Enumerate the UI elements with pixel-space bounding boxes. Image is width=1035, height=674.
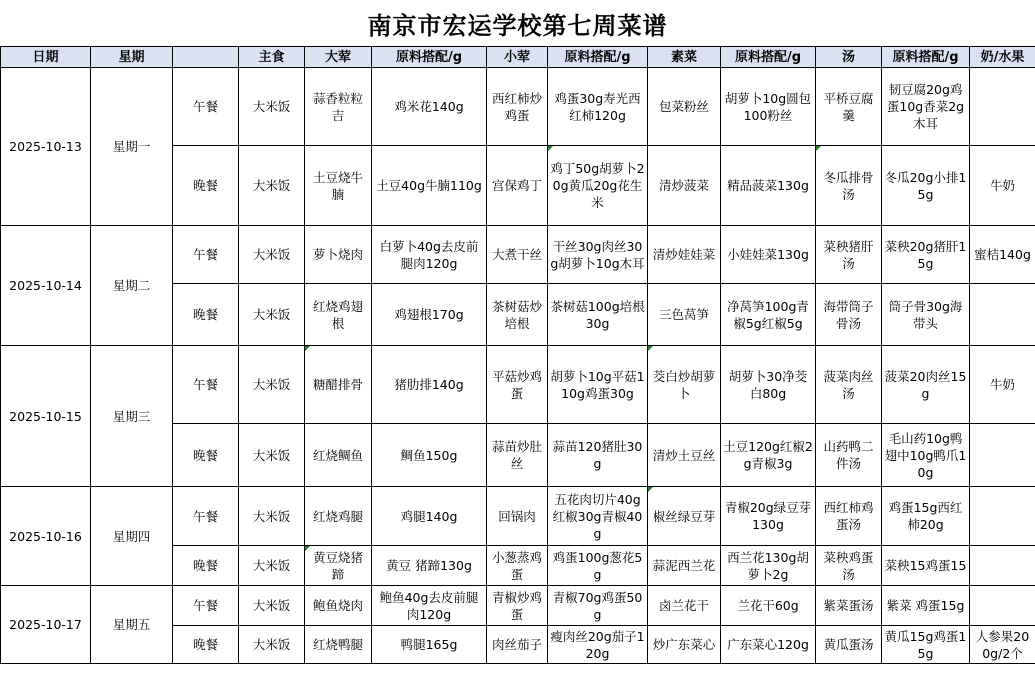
meal-cell: 晚餐 [173,146,239,226]
small-meat-ingredients-cell: 青椒70g鸡蛋50g [548,586,648,626]
staple-cell: 大米饭 [239,546,305,586]
soup-ingredients-cell: 筒子骨30g海带头 [882,284,970,346]
date-cell: 2025-10-13 [1,68,91,226]
staple-cell: 大米饭 [239,146,305,226]
vegetable-cell: 茭白炒胡萝卜 [648,346,721,424]
title-row [0,0,1035,46]
staple-cell: 大米饭 [239,586,305,626]
vegetable-cell: 椒丝绿豆芽 [648,487,721,546]
milk-fruit-cell [970,424,1035,487]
meal-cell: 晚餐 [173,424,239,487]
header-milk-fruit: 奶/水果 [970,47,1035,68]
meal-cell: 晚餐 [173,546,239,586]
header-row [1,47,1035,68]
meal-cell: 午餐 [173,68,239,146]
soup-ingredients-cell: 紫菜 鸡蛋15g [882,586,970,626]
big-meat-cell: 红烧鲷鱼 [305,424,372,487]
big-meat-ingredients-cell: 黄豆 猪蹄130g [372,546,487,586]
vegetable-cell: 包菜粉丝 [648,68,721,146]
small-meat-ingredients-cell: 胡萝卜10g平菇110g鸡蛋30g [548,346,648,424]
milk-fruit-cell [970,487,1035,546]
soup-cell: 平桥豆腐羹 [816,68,882,146]
big-meat-cell: 土豆烧牛腩 [305,146,372,226]
table-row [1,68,1035,146]
milk-fruit-cell [970,68,1035,146]
table-row [1,226,1035,284]
soup-cell: 西红柿鸡蛋汤 [816,487,882,546]
small-meat-cell: 平菇炒鸡蛋 [487,346,548,424]
soup-ingredients-cell: 毛山药10g鸭翅中10g鸭爪10g [882,424,970,487]
meal-cell: 午餐 [173,487,239,546]
small-meat-ingredients-cell: 干丝30g肉丝30g胡萝卜10g木耳 [548,226,648,284]
soup-ingredients-cell: 韧豆腐20g鸡蛋10g香菜2g木耳 [882,68,970,146]
milk-fruit-cell [970,586,1035,626]
header-soup-ingredients: 原料搭配/g [882,47,970,68]
milk-fruit-cell: 蜜桔140g [970,226,1035,284]
table-row [1,487,1035,546]
small-meat-ingredients-cell: 茶树菇100g培根30g [548,284,648,346]
staple-cell: 大米饭 [239,424,305,487]
soup-ingredients-cell: 菠菜20肉丝15g [882,346,970,424]
big-meat-ingredients-cell: 鲷鱼150g [372,424,487,487]
weekday-cell: 星期五 [91,586,173,664]
staple-cell: 大米饭 [239,626,305,664]
soup-ingredients-cell: 冬瓜20g小排15g [882,146,970,226]
weekday-cell: 星期一 [91,68,173,226]
header-vegetable-ingredients: 原料搭配/g [721,47,816,68]
vegetable-ingredients-cell: 土豆120g红椒2g青椒3g [721,424,816,487]
milk-fruit-cell [970,284,1035,346]
small-meat-cell: 西红柿炒鸡蛋 [487,68,548,146]
table-row [1,586,1035,626]
staple-cell: 大米饭 [239,284,305,346]
header-date: 日期 [1,47,91,68]
vegetable-cell: 炒广东菜心 [648,626,721,664]
vegetable-ingredients-cell: 兰花干60g [721,586,816,626]
soup-cell: 菜秧鸡蛋汤 [816,546,882,586]
vegetable-ingredients-cell: 青椒20g绿豆芽130g [721,487,816,546]
header-small-meat: 小荤 [487,47,548,68]
header-big-meat: 大荤 [305,47,372,68]
soup-ingredients-cell: 鸡蛋15g西红柿20g [882,487,970,546]
staple-cell: 大米饭 [239,68,305,146]
soup-ingredients-cell: 菜秧15鸡蛋15 [882,546,970,586]
vegetable-cell: 蒜泥西兰花 [648,546,721,586]
menu-table [0,46,1035,664]
soup-ingredients-cell: 菜秧20g猪肝15g [882,226,970,284]
vegetable-cell: 卤兰花干 [648,586,721,626]
soup-cell: 冬瓜排骨汤 [816,146,882,226]
meal-cell: 午餐 [173,586,239,626]
vegetable-ingredients-cell: 净莴笋100g青椒5g红椒5g [721,284,816,346]
small-meat-cell: 大煮干丝 [487,226,548,284]
big-meat-cell: 黄豆烧猪蹄 [305,546,372,586]
milk-fruit-cell [970,546,1035,586]
big-meat-ingredients-cell: 白萝卜40g去皮前腿肉120g [372,226,487,284]
small-meat-cell: 宫保鸡丁 [487,146,548,226]
small-meat-cell: 蒜苗炒肚丝 [487,424,548,487]
staple-cell: 大米饭 [239,346,305,424]
milk-fruit-cell: 牛奶 [970,346,1035,424]
vegetable-ingredients-cell: 胡萝卜10g圆包100粉丝 [721,68,816,146]
meal-cell: 晚餐 [173,284,239,346]
big-meat-cell: 糖醋排骨 [305,346,372,424]
soup-cell: 山药鸭二件汤 [816,424,882,487]
big-meat-ingredients-cell: 鸡翅根170g [372,284,487,346]
meal-cell: 午餐 [173,346,239,424]
header-weekday: 星期 [91,47,173,68]
big-meat-cell: 红烧鸭腿 [305,626,372,664]
small-meat-cell: 回锅肉 [487,487,548,546]
big-meat-ingredients-cell: 鲍鱼40g去皮前腿肉120g [372,586,487,626]
vegetable-cell: 三色莴笋 [648,284,721,346]
soup-cell: 紫菜蛋汤 [816,586,882,626]
vegetable-ingredients-cell: 小娃娃菜130g [721,226,816,284]
vegetable-cell: 清炒娃娃菜 [648,226,721,284]
date-cell: 2025-10-16 [1,487,91,586]
small-meat-ingredients-cell: 鸡丁50g胡萝卜20g黄瓜20g花生米 [548,146,648,226]
date-cell: 2025-10-17 [1,586,91,664]
milk-fruit-cell: 人参果200g/2个 [970,626,1035,664]
small-meat-ingredients-cell: 五花肉切片40g红椒30g青椒40g [548,487,648,546]
milk-fruit-cell: 牛奶 [970,146,1035,226]
page-title: 南京市宏运学校第七周菜谱 [367,10,668,40]
header-soup: 汤 [816,47,882,68]
weekday-cell: 星期四 [91,487,173,586]
vegetable-ingredients-cell: 广东菜心120g [721,626,816,664]
soup-cell: 菠菜肉丝汤 [816,346,882,424]
big-meat-cell: 红烧鸡翅根 [305,284,372,346]
vegetable-cell: 清炒土豆丝 [648,424,721,487]
header-meal [173,47,239,68]
staple-cell: 大米饭 [239,226,305,284]
big-meat-cell: 红烧鸡腿 [305,487,372,546]
big-meat-ingredients-cell: 鸡米花140g [372,68,487,146]
header-vegetable: 素菜 [648,47,721,68]
small-meat-cell: 茶树菇炒培根 [487,284,548,346]
small-meat-ingredients-cell: 瘦肉丝20g茄子120g [548,626,648,664]
soup-cell: 黄瓜蛋汤 [816,626,882,664]
meal-cell: 午餐 [173,226,239,284]
big-meat-cell: 鲍鱼烧肉 [305,586,372,626]
header-staple: 主食 [239,47,305,68]
header-small-meat-ingredients: 原料搭配/g [548,47,648,68]
vegetable-ingredients-cell: 西兰花130g胡萝卜2g [721,546,816,586]
weekday-cell: 星期三 [91,346,173,487]
vegetable-ingredients-cell: 胡萝卜30净茭白80g [721,346,816,424]
vegetable-ingredients-cell: 精品菠菜130g [721,146,816,226]
small-meat-cell: 小葱蒸鸡蛋 [487,546,548,586]
small-meat-cell: 肉丝茄子 [487,626,548,664]
big-meat-cell: 蒜香粒粒吉 [305,68,372,146]
small-meat-ingredients-cell: 蒜苗120猪肚30g [548,424,648,487]
soup-cell: 海带筒子骨汤 [816,284,882,346]
vegetable-cell: 清炒菠菜 [648,146,721,226]
big-meat-ingredients-cell: 猪肋排140g [372,346,487,424]
date-cell: 2025-10-14 [1,226,91,346]
soup-cell: 菜秧猪肝汤 [816,226,882,284]
weekday-cell: 星期二 [91,226,173,346]
small-meat-cell: 青椒炒鸡蛋 [487,586,548,626]
big-meat-cell: 萝卜烧肉 [305,226,372,284]
small-meat-ingredients-cell: 鸡蛋100g葱花5g [548,546,648,586]
date-cell: 2025-10-15 [1,346,91,487]
small-meat-ingredients-cell: 鸡蛋30g寿光西红柿120g [548,68,648,146]
soup-ingredients-cell: 黄瓜15g鸡蛋15g [882,626,970,664]
table-row [1,346,1035,424]
big-meat-ingredients-cell: 鸡腿140g [372,487,487,546]
big-meat-ingredients-cell: 鸭腿165g [372,626,487,664]
big-meat-ingredients-cell: 土豆40g牛腩110g [372,146,487,226]
meal-cell: 晚餐 [173,626,239,664]
header-big-meat-ingredients: 原料搭配/g [372,47,487,68]
staple-cell: 大米饭 [239,487,305,546]
